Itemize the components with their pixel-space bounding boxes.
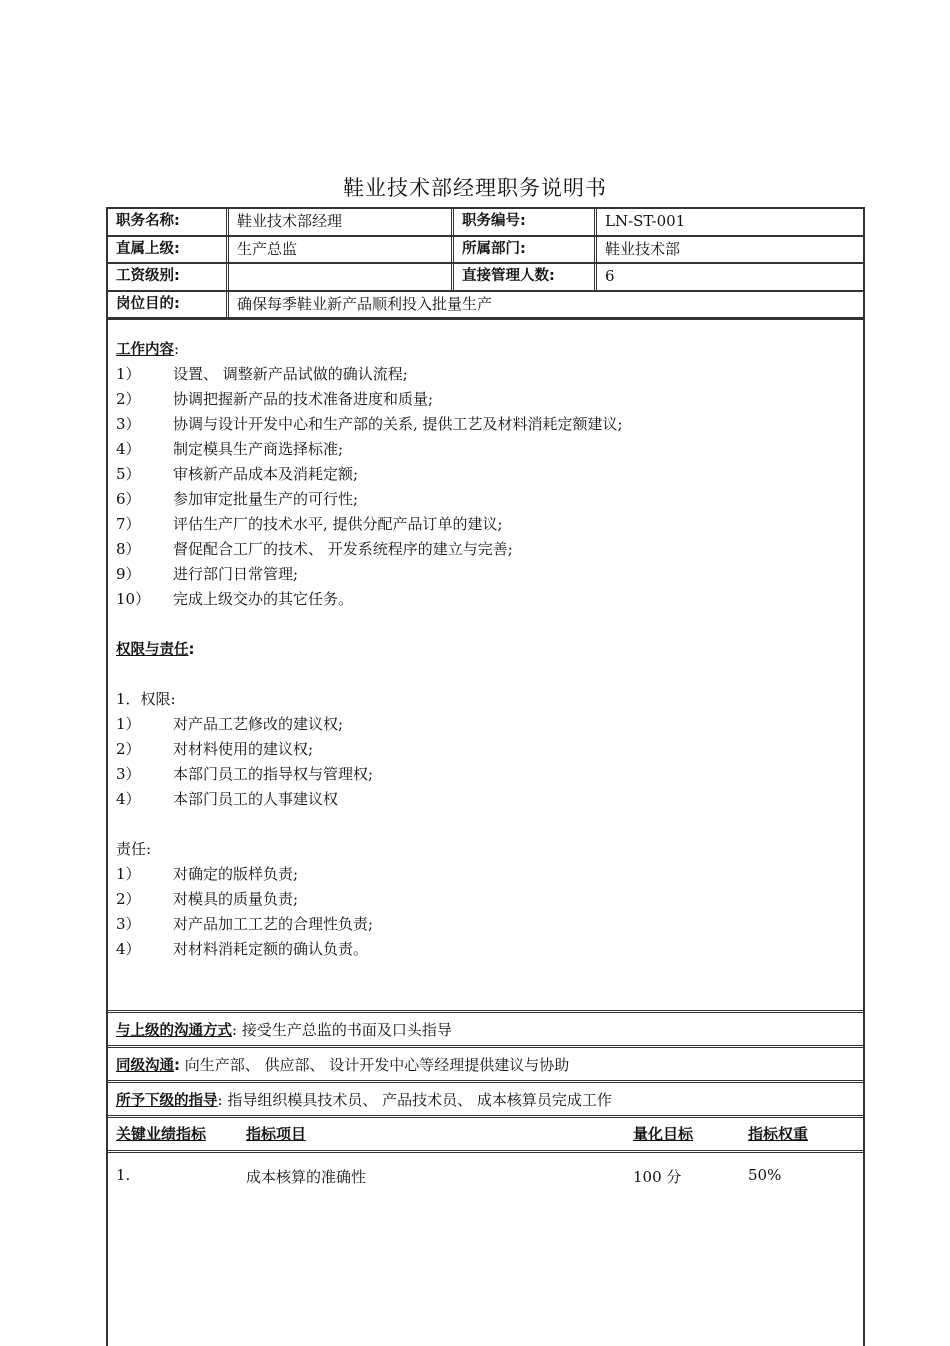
right-item-text: 本部门员工的指导权与管理权; [173, 765, 374, 783]
kpi-header-target: 量化目标 [633, 1125, 694, 1143]
row-superior [108, 237, 863, 264]
work-item-number: 3） [116, 415, 141, 433]
work-item [116, 587, 856, 612]
job-name-label: 职务名称: [116, 213, 180, 229]
kpi-row-no: 1. [116, 1166, 131, 1184]
job-name-value: 鞋业技术部经理 [237, 212, 343, 230]
work-item-number: 10） [116, 590, 151, 608]
work-item-number: 7） [116, 515, 141, 533]
work-item-text: 制定模具生产商选择标准; [173, 440, 344, 458]
right-item [116, 762, 856, 787]
salary-label: 工资级别: [116, 268, 180, 284]
duty-item [116, 887, 856, 912]
job-code-value: LN-ST-001 [605, 212, 686, 230]
subordinates-value: 6 [605, 267, 615, 285]
comm-peer: 同级沟通: 向生产部、 供应部、 设计开发中心等经理提供建议与协助 [116, 1056, 570, 1074]
work-item-text: 设置、 调整新产品试做的确认流程; [173, 365, 408, 383]
work-item-text: 协调把握新产品的技术准备进度和质量; [173, 390, 434, 408]
right-item-number: 1） [116, 715, 141, 733]
job-description-table [106, 207, 865, 1346]
right-item-number: 2） [116, 740, 141, 758]
right-item-number: 4） [116, 790, 141, 808]
work-item-number: 4） [116, 440, 141, 458]
right-item-text: 对产品工艺修改的建议权; [173, 715, 344, 733]
work-item [116, 462, 856, 487]
work-item [116, 437, 856, 462]
work-item-text: 参加审定批量生产的可行性; [173, 490, 359, 508]
work-item-text: 审核新产品成本及消耗定额; [173, 465, 359, 483]
purpose-value: 确保每季鞋业新产品顺利投入批量生产 [237, 295, 493, 313]
work-list [116, 362, 856, 612]
work-item-number: 5） [116, 465, 141, 483]
superior-label: 直属上级: [116, 241, 180, 257]
right-item-number: 3） [116, 765, 141, 783]
kpi-row-target: 100 分 [633, 1168, 682, 1186]
comm-up: 与上级的沟通方式: 接受生产总监的书面及口头指导 [116, 1021, 452, 1039]
work-item-text: 评估生产厂的技术水平, 提供分配产品订单的建议; [173, 515, 503, 533]
rights-subheading: 1．权限: [116, 690, 176, 708]
work-item [116, 362, 856, 387]
row-purpose [108, 292, 863, 319]
duty-item-text: 对材料消耗定额的确认负责。 [173, 940, 369, 958]
duties-list [116, 862, 856, 962]
work-item-number: 6） [116, 490, 141, 508]
work-item [116, 562, 856, 587]
dept-value: 鞋业技术部 [605, 240, 681, 258]
kpi-row-item: 成本核算的准确性 [246, 1168, 367, 1186]
duty-item-number: 1） [116, 865, 141, 883]
duty-item [116, 912, 856, 937]
dept-label: 所属部门: [462, 241, 526, 257]
work-item [116, 537, 856, 562]
duty-item-text: 对模具的质量负责; [173, 890, 299, 908]
subordinates-label: 直接管理人数: [462, 268, 555, 284]
right-item-text: 对材料使用的建议权; [173, 740, 314, 758]
authority-heading: 权限与责任: [116, 640, 195, 658]
main-content [116, 331, 856, 962]
work-item-number: 8） [116, 540, 141, 558]
right-item [116, 737, 856, 762]
comm-down: 所予下级的指导: 指导组织模具技术员、 产品技术员、 成本核算员完成工作 [116, 1091, 612, 1109]
work-item-text: 进行部门日常管理; [173, 565, 299, 583]
work-item-number: 9） [116, 565, 141, 583]
document-title: 鞋业技术部经理职务说明书 [343, 176, 607, 200]
kpi-header-key: 关键业绩指标 [116, 1125, 207, 1143]
duty-item-text: 对产品加工工艺的合理性负责; [173, 915, 374, 933]
duty-item [116, 862, 856, 887]
kpi-row-weight: 50% [748, 1166, 782, 1184]
work-item [116, 387, 856, 412]
right-item-text: 本部门员工的人事建议权 [173, 790, 339, 808]
duties-subheading: 责任: [116, 840, 152, 858]
duty-item [116, 937, 856, 962]
right-item [116, 787, 856, 812]
kpi-header-item: 指标项目 [246, 1125, 307, 1143]
duty-item-text: 对确定的版样负责; [173, 865, 299, 883]
purpose-label: 岗位目的: [116, 296, 180, 312]
row-salary [108, 264, 863, 292]
salary-value [229, 264, 453, 290]
row-job-name [108, 209, 863, 237]
right-item [116, 712, 856, 737]
work-item-number: 2） [116, 390, 141, 408]
job-code-label: 职务编号: [462, 213, 526, 229]
duty-item-number: 2） [116, 890, 141, 908]
superior-value: 生产总监 [237, 240, 298, 258]
duty-item-number: 4） [116, 940, 141, 958]
work-item-text: 督促配合工厂的技术、 开发系统程序的建立与完善; [173, 540, 513, 558]
work-heading: 工作内容: [116, 340, 180, 358]
work-item-text: 协调与设计开发中心和生产部的关系, 提供工艺及材料消耗定额建议; [173, 415, 623, 433]
work-item-text: 完成上级交办的其它任务。 [173, 590, 354, 608]
rights-list [116, 712, 856, 812]
work-item [116, 512, 856, 537]
kpi-header-weight: 指标权重 [748, 1125, 809, 1143]
work-item-number: 1） [116, 365, 141, 383]
duty-item-number: 3） [116, 915, 141, 933]
work-item [116, 487, 856, 512]
work-item [116, 412, 856, 437]
